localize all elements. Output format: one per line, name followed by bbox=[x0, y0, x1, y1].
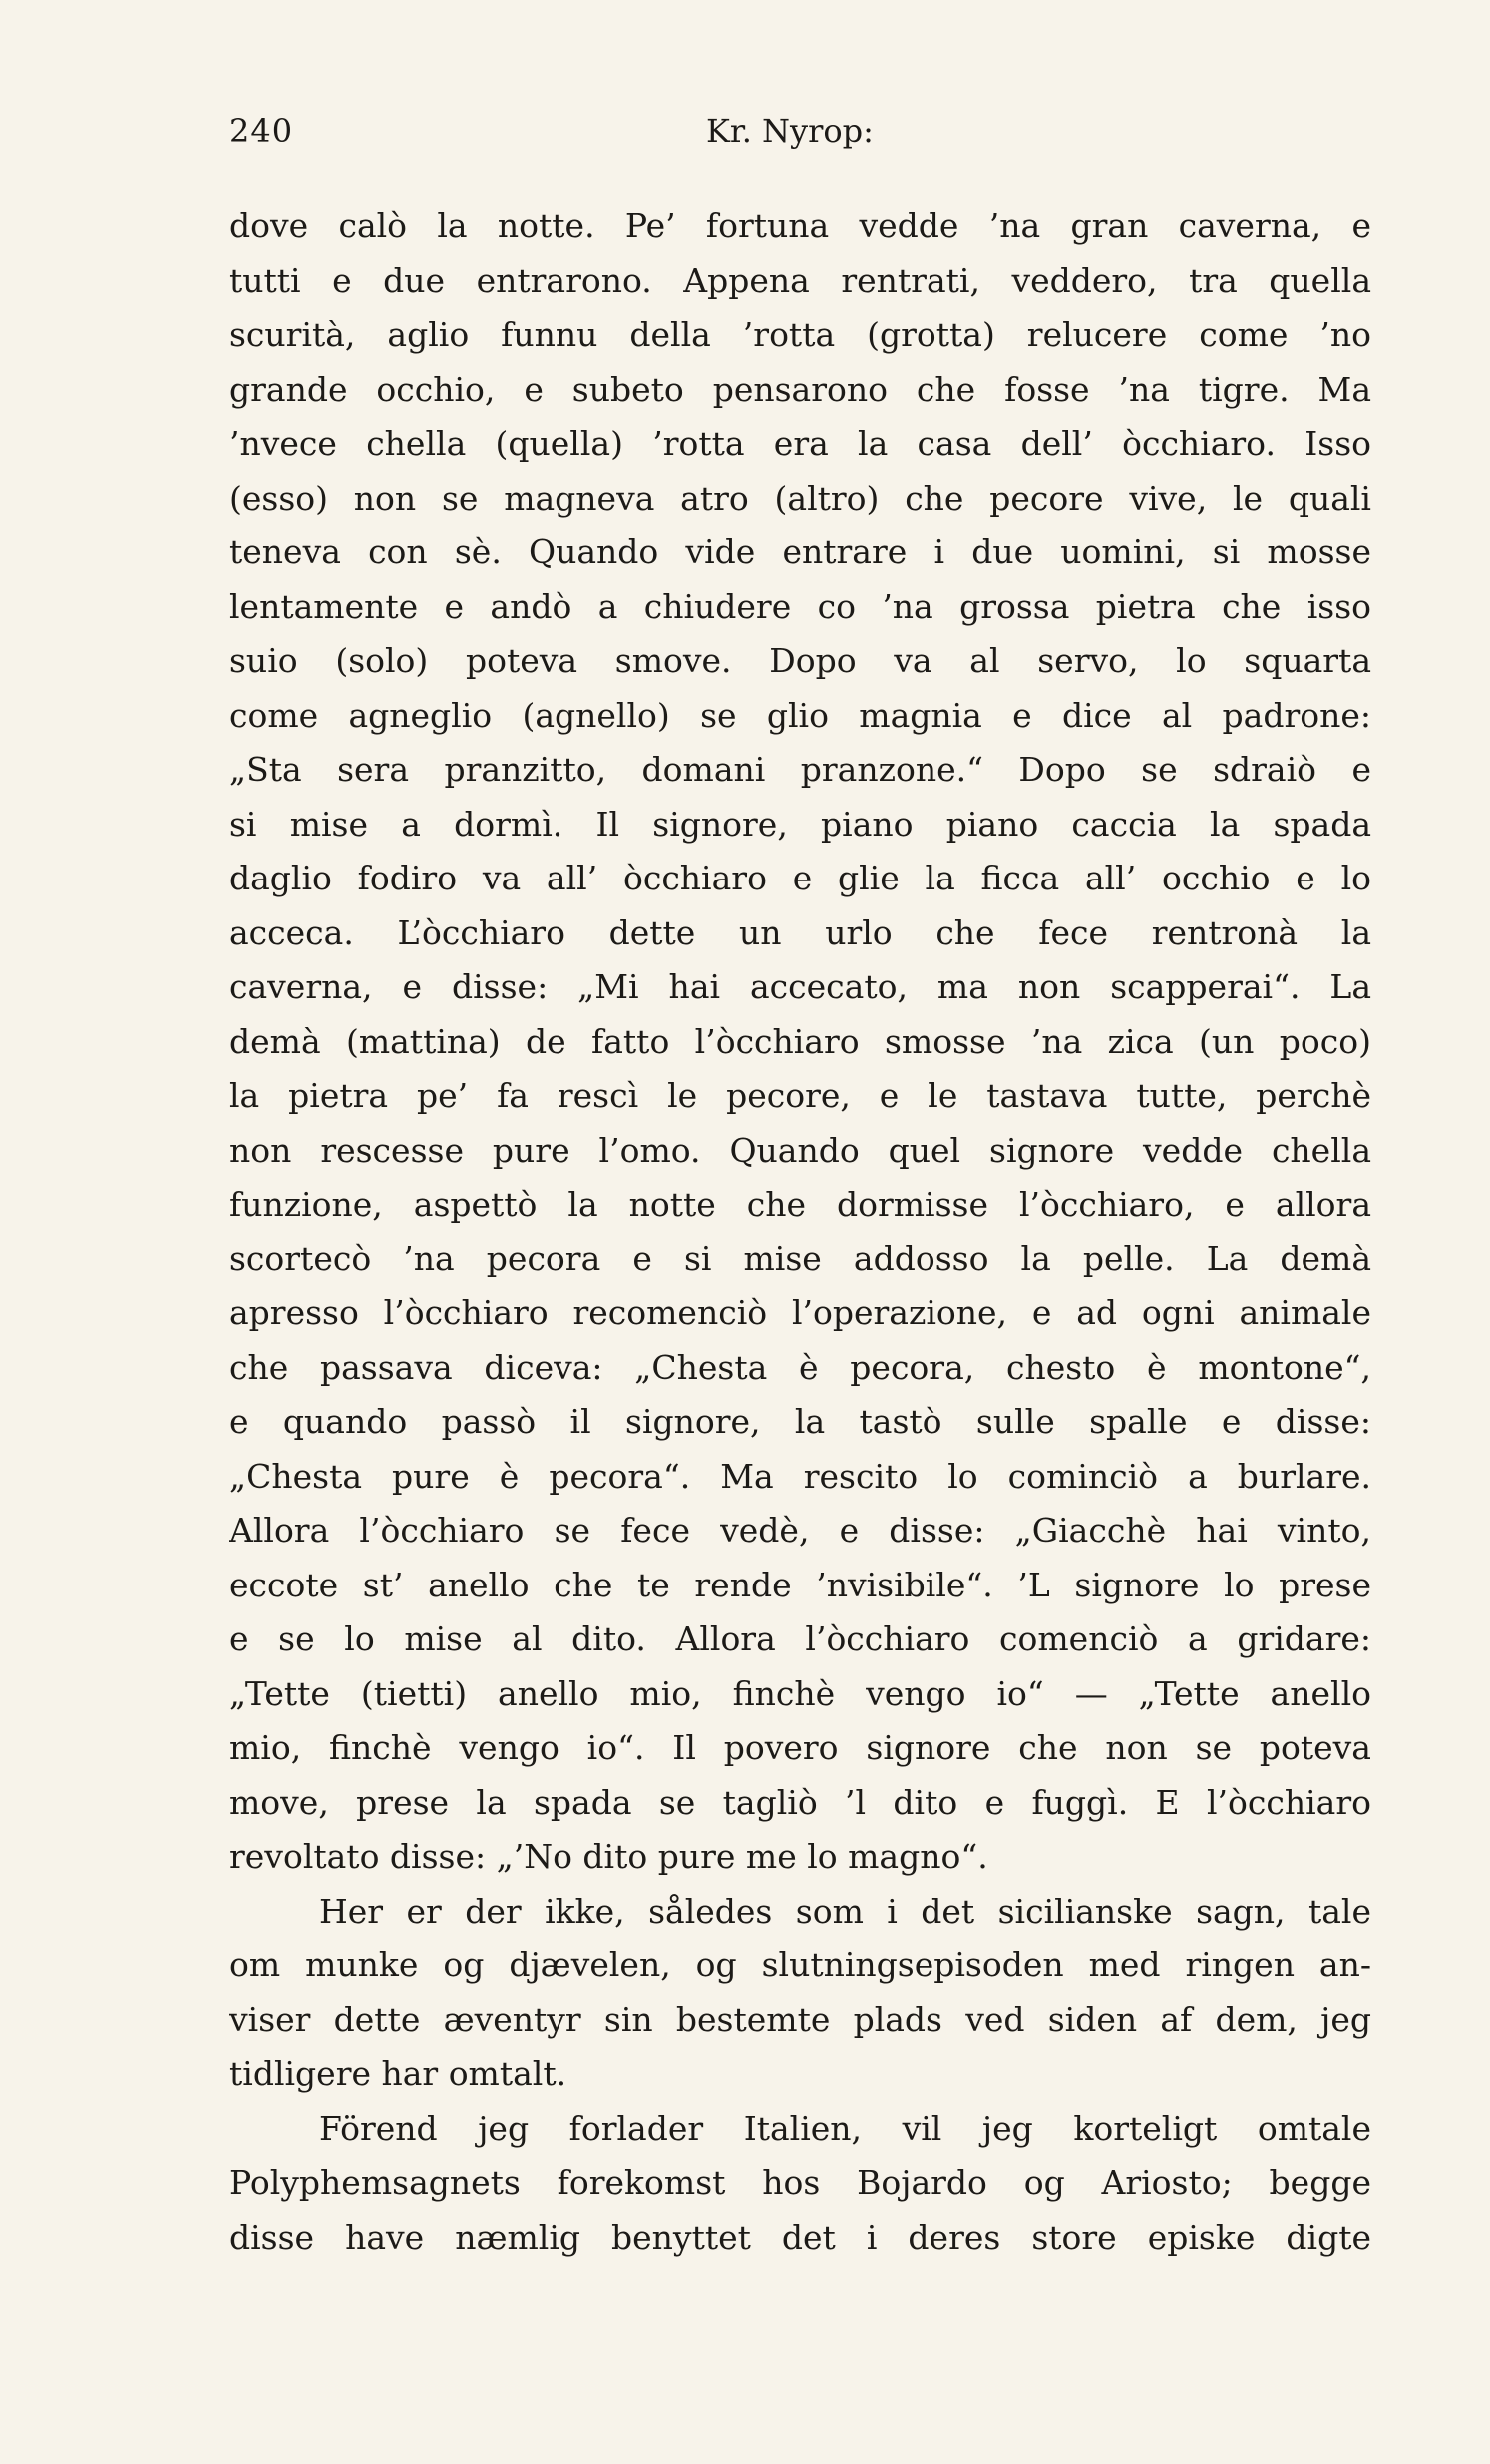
text-line: suio (solo) poteva smove. Dopo va al servo, lo squarta bbox=[229, 641, 1371, 680]
text-line: apresso l’òcchiaro recomenciò l’operazione, e ad ogni animale bbox=[229, 1293, 1371, 1332]
running-head: Kr. Nyrop: bbox=[706, 112, 874, 150]
text-line: come agneglio (agnello) se glio magnia e dice al padrone: bbox=[229, 695, 1371, 735]
text-line: la pietra pe’ fa rescì le pecore, e le tastava tutte, perchè bbox=[229, 1076, 1371, 1115]
text-line: mio, finchè vengo io“. Il povero signore che non se poteva bbox=[229, 1728, 1371, 1767]
page-number: 240 bbox=[229, 112, 294, 150]
text-line: caverna, e disse: „Mi hai accecato, ma non scapperai“. La bbox=[229, 967, 1371, 1006]
text-line: demà (mattina) de fatto l’òcchiaro smosse ’na zica (un poco) bbox=[229, 1021, 1371, 1061]
text-line: viser dette æventyr sin bestemte plads ved siden af dem, jeg bbox=[229, 1999, 1371, 2039]
text-line: si mise a dormì. Il signore, piano piano caccia la spada bbox=[229, 804, 1371, 844]
text-line: lentamente e andò a chiudere co ’na grossa pietra che isso bbox=[229, 586, 1371, 626]
text-line: e quando passò il signore, la tastò sulle spalle e disse: bbox=[229, 1402, 1371, 1441]
text-line: move, prese la spada se tagliò ’l dito e fuggì. E l’òcchiaro bbox=[229, 1782, 1371, 1822]
text-line: tidligere har omtalt. bbox=[229, 2054, 567, 2093]
text-line: che passava diceva: „Chesta è pecora, chesto è montone“, bbox=[229, 1347, 1371, 1387]
text-line: eccote st’ anello che te rende ’nvisibile“. ’L signore lo prese bbox=[229, 1565, 1371, 1604]
text-line: e se lo mise al dito. Allora l’òcchiaro comenciò a gridare: bbox=[229, 1619, 1371, 1658]
text-line: Allora l’òcchiaro se fece vedè, e disse: „Giacchè hai vinto, bbox=[229, 1511, 1371, 1550]
text-line: funzione, aspettò la notte che dormisse l’òcchiaro, e allora bbox=[229, 1185, 1371, 1224]
page-header bbox=[229, 112, 1371, 160]
text-line: teneva con sè. Quando vide entrare i due uomini, si mosse bbox=[229, 532, 1371, 571]
text-line: dove calò la notte. Pe’ fortuna vedde ’na gran caverna, e bbox=[229, 206, 1371, 245]
text-line: revoltato disse: „’No dito pure me lo magno“. bbox=[229, 1837, 988, 1876]
text-line: non rescesse pure l’omo. Quando quel signore vedde chella bbox=[229, 1130, 1371, 1170]
text-line: acceca. L’òcchiaro dette un urlo che fece rentronà la bbox=[229, 912, 1371, 952]
text-line: Her er der ikke, således som i det sicilianske sagn, tale bbox=[319, 1891, 1371, 1931]
text-line: (esso) non se magneva atro (altro) che pecore vive, le quali bbox=[229, 478, 1371, 518]
text-line: „Tette (tietti) anello mio, finchè vengo io“ — „Tette anello bbox=[229, 1673, 1371, 1713]
text-line: „Chesta pure è pecora“. Ma rescito lo cominciò a burlare. bbox=[229, 1456, 1371, 1496]
text-line: ’nvece chella (quella) ’rotta era la casa dell’ òcchiaro. Isso bbox=[229, 424, 1371, 463]
text-line: grande occhio, e subeto pensarono che fosse ’na tigre. Ma bbox=[229, 369, 1371, 409]
text-line: om munke og djævelen, og slutningsepisoden med ringen an- bbox=[229, 1945, 1371, 1984]
text-line: disse have næmlig benyttet det i deres store episke digte bbox=[229, 2217, 1371, 2257]
text-line: scortecò ’na pecora e si mise addosso la pelle. La demà bbox=[229, 1238, 1371, 1278]
body-text bbox=[229, 199, 1371, 2265]
text-line: „Sta sera pranzitto, domani pranzone.“ Dopo se sdraiò e bbox=[229, 750, 1371, 789]
text-line: daglio fodiro va all’ òcchiaro e glie la ficca all’ occhio e lo bbox=[229, 859, 1371, 897]
text-line: Förend jeg forlader Italien, vil jeg korteligt omtale bbox=[319, 2108, 1371, 2148]
text-line: tutti e due entrarono. Appena rentrati, veddero, tra quella bbox=[229, 260, 1371, 300]
text-line: scurità, aglio funnu della ’rotta (grotta) relucere come ’no bbox=[229, 315, 1371, 354]
text-line: Polyphemsagnets forekomst hos Bojardo og Ariosto; begge bbox=[229, 2163, 1371, 2202]
